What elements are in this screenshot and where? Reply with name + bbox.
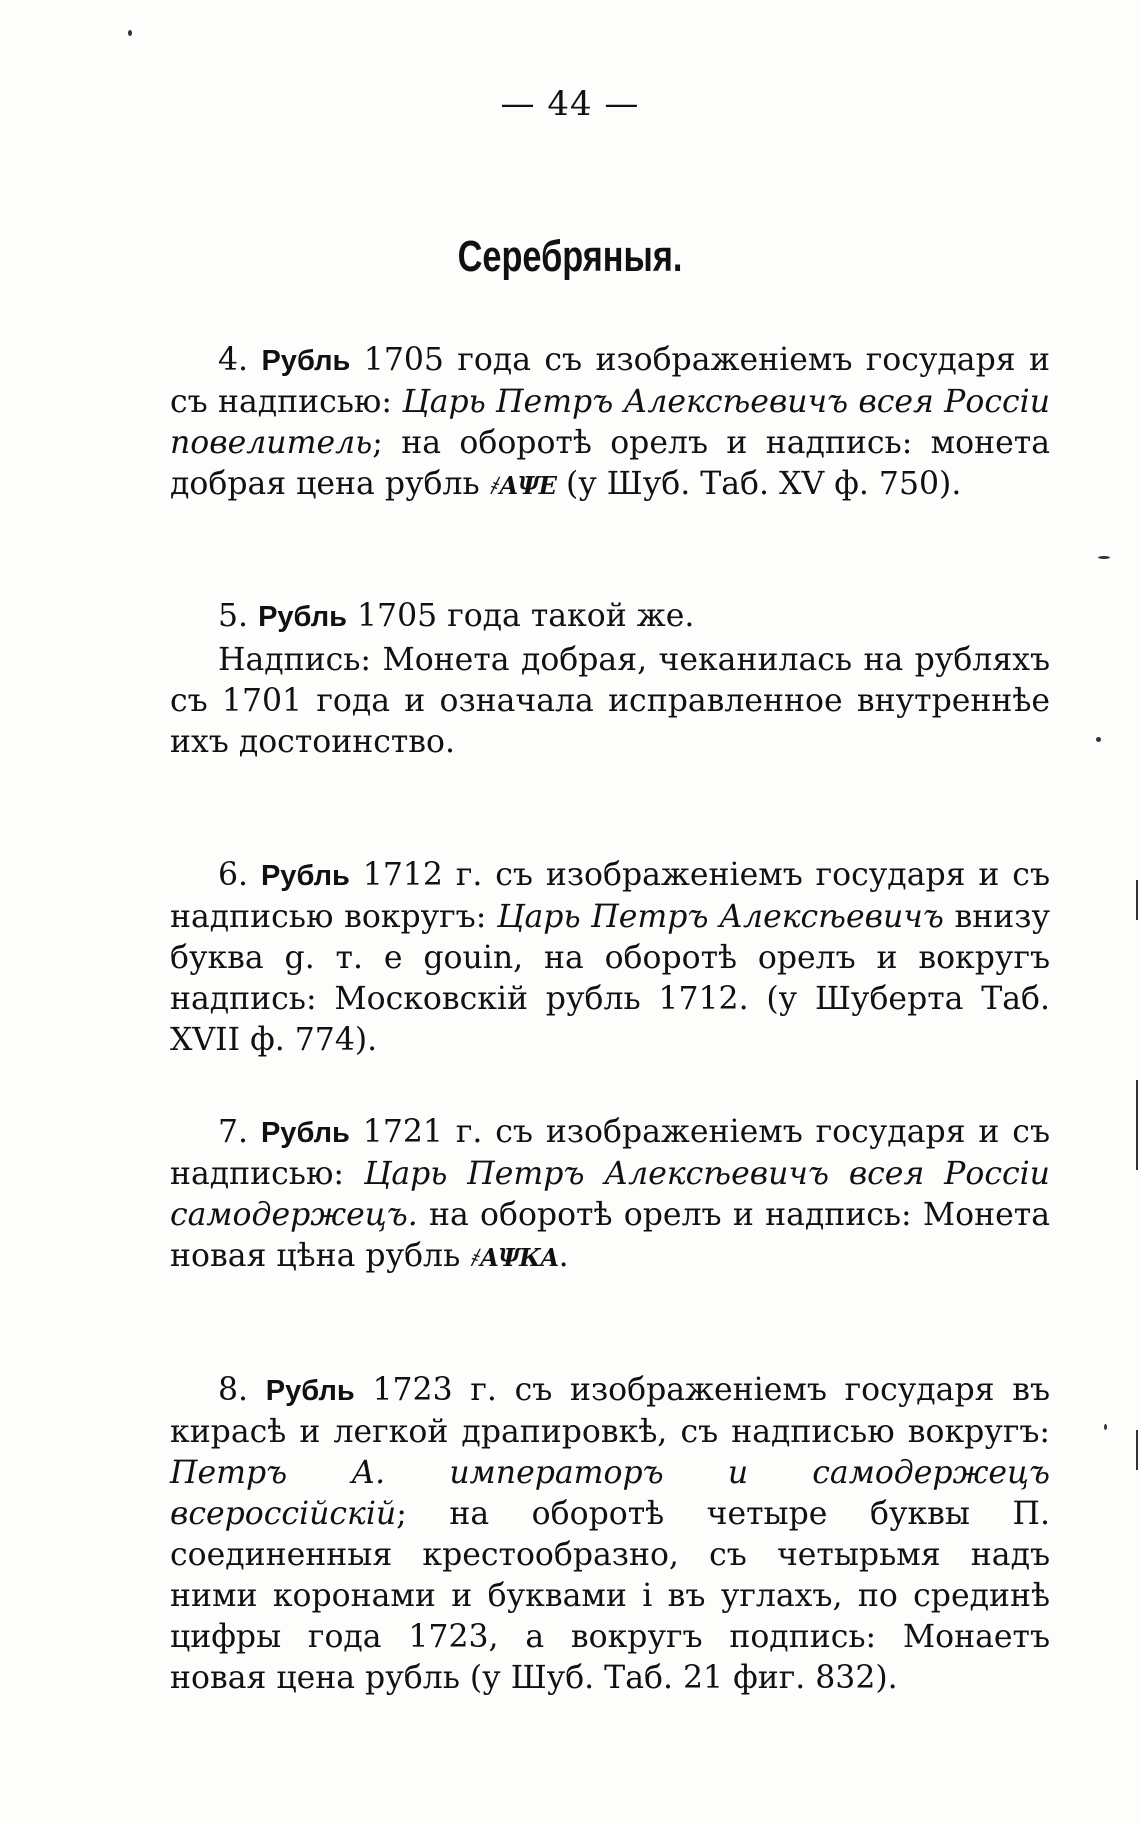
entry-text: внизу буква g. т. е gouin, на оборотѣ орелъ и вокругъ надпись: Московскій рубль 1712. (у Шуберта Таб. XVII ф. 774). [170,899,1050,1058]
entry-number: 4. [218,342,249,378]
entry-text: 1723 г. съ изображеніемъ государя въ кирасѣ и легкой драпировкѣ, съ надписью вокругъ: [170,1372,1050,1450]
entry-paragraph [170,855,1050,1061]
entry-number: 6. [218,857,249,893]
entry-inscription: Царь Петръ Алексѣевичъ всея Россіи самодержецъ. [170,1156,1050,1233]
entry-inscription: Царь Петръ Алексѣевичъ всея Россіи повелитель [170,384,1050,461]
scan-speck [1136,1080,1138,1170]
catalog-entry [170,855,1050,1061]
entry-inscription: Петръ А. императоръ и самодержецъ всероссійскій [170,1455,1050,1532]
section-title: Серебряныя. [457,232,683,281]
catalog-entry [170,1370,1050,1699]
scan-speck [1136,880,1138,920]
old-numeral-glyph: ҂АΨКА [470,1243,559,1272]
page-number: — 44 — [500,84,640,124]
entry-keyword: Рубль [261,345,351,377]
scan-speck [1104,1424,1107,1430]
scan-speck [1136,1430,1138,1470]
entry-keyword: Рубль [258,601,347,633]
entry-text: . [558,1238,569,1274]
entry-number: 7. [218,1114,249,1150]
entry-text: 1721 г. съ изображеніемъ государя и съ надписью: [170,1114,1050,1192]
entry-note: Надпись: Монета добрая, чеканилась на рубляхъ съ 1701 года и означала исправленное внутреннѣе ихъ достоинство. [170,642,1050,760]
catalog-entry [170,596,1050,763]
entry-number: 8. [218,1372,249,1408]
entry-keyword: Рубль [260,1117,350,1149]
entry-number: 5. [218,598,249,634]
entry-text: 1705 года такой же. [347,598,695,634]
entry-text: ; на оборотѣ орелъ и надпись: монета добрая цена рубль [170,425,1050,502]
entry-keyword: Рубль [265,1375,355,1407]
catalog-entry [170,340,1050,506]
entry-paragraph [170,596,1050,638]
entry-text: (у Шуб. Таб. XV ф. 750). [555,466,962,502]
catalog-entry [170,1112,1050,1278]
entry-paragraph [170,1112,1050,1278]
entry-text: 1712 г. съ изображеніемъ государя и съ надписью вокругъ: [170,857,1050,935]
scan-speck [1098,556,1110,559]
scan-speck [1096,737,1101,742]
scan-speck [128,30,132,36]
entry-text: ; на оборотѣ четыре буквы П. соединенныя крестообразно, съ четырьмя надъ ними коронами и буквами і въ углахъ, по срединѣ цифры года 1723, а вокругъ подпись: Монаетъ новая цена рубль (у Шуб. Таб. 21 фиг. 832). [170,1496,1050,1696]
entry-paragraph [170,340,1050,506]
entry-text: на оборотѣ орелъ и надпись: Монета новая цѣна рубль [170,1197,1050,1274]
old-numeral-glyph: ҂АΨЕ [489,471,556,500]
entry-inscription: Царь Петръ Алексѣевичъ [497,899,944,935]
entry-text: 1705 года съ изображеніемъ государя и съ надписью: [170,342,1051,420]
entry-paragraph [170,1370,1050,1699]
entry-keyword: Рубль [260,860,350,892]
